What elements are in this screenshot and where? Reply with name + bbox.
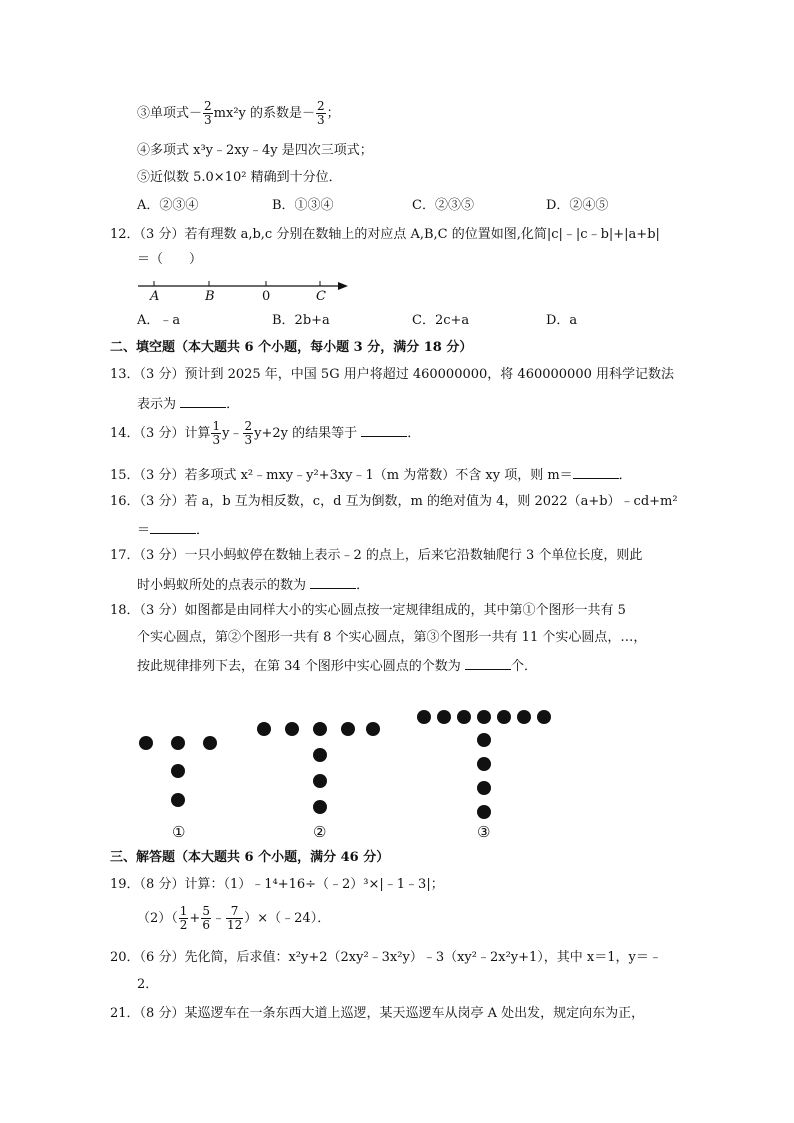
axis-label-c: C — [316, 289, 326, 304]
q20-line-1: 20．（6 分）先化简，后求值：x²y+2（2xy²﹣3x²y）﹣3（xy²﹣2x²y+1），其中 x＝1，y＝﹣ — [110, 950, 662, 965]
q15-line: 15．（3 分）若多项式 x²﹣mxy﹣y²+3xy﹣1（m 为常数）不含 xy 项，则 m＝ ． — [110, 465, 632, 485]
q18-line-1: 18．（3 分）如图都是由同样大小的实心圆点按一定规律组成的，其中第①个图形一共有 5 — [110, 603, 626, 618]
q11-option-d: D．②④⑤ — [546, 198, 609, 213]
q20-line-2: 2． — [137, 977, 159, 992]
answer-blank — [310, 575, 356, 589]
answer-blank — [573, 465, 619, 479]
axis-label-zero: 0 — [262, 289, 271, 304]
fraction: $\frac{1}{3}$ — [212, 419, 221, 447]
section-2-heading: 二、填空题（本大题共 6 个小题，每小题 3 分，满分 18 分） — [110, 340, 473, 355]
q13-line-2: 表示为 ． — [137, 394, 239, 414]
q19-line-1: 19．（8 分）计算：（1）﹣1⁴+16÷（﹣2）³×|﹣1﹣3|； — [110, 877, 444, 892]
fraction: $\frac{2}{3}$ — [244, 419, 253, 447]
q18-line-3: 按此规律排列下去，在第 34 个图形中实心圆点的个数为 个． — [137, 656, 537, 676]
q12-option-b: B．2b+a — [272, 313, 330, 328]
q12-option-d: D．a — [546, 313, 578, 328]
axis-label-b: B — [205, 289, 215, 304]
q11-statement-4: ④多项式 x³y﹣2xy﹣4y 是四次三项式； — [137, 143, 373, 158]
q12-stem: 12．（3 分）若有理数 a,b,c 分别在数轴上的对应点 A,B,C 的位置如图,化简|c|﹣|c﹣b|+|a+b| — [110, 227, 660, 242]
q11-statement-5: ⑤近似数 5.0×10² 精确到十分位． — [137, 170, 342, 185]
answer-blank — [361, 423, 407, 437]
q11-statement-3: ③单项式－ $\frac{2}{3}$ mx²y 的系数是－ $\frac{2}{3}$ ； — [137, 99, 340, 127]
q17-line-2: 时小蚂蚁所处的点表示的数为 ． — [137, 575, 369, 595]
q11-option-b: B．①③④ — [272, 198, 334, 213]
fraction: $\frac{2}{3}$ — [204, 99, 212, 127]
q13-line-1: 13．（3 分）预计到 2025 年，中国 5G 用户将超过 460000000，将 460000000 用科学记数法 — [110, 367, 674, 382]
q18-line-2: 个实心圆点，第②个图形一共有 8 个实心圆点，第③个图形一共有 11 个实心圆点，…， — [137, 630, 647, 645]
q16-line-2: ＝ ． — [137, 520, 209, 540]
q11-option-c: C．②③⑤ — [412, 198, 474, 213]
axis-label-a: A — [150, 289, 160, 304]
q21-line-1: 21．（8 分）某巡逻车在一条东西大道上巡逻，某天巡逻车从岗亭 A 处出发，规定向东为正， — [110, 1006, 645, 1021]
answer-blank — [180, 394, 226, 408]
fraction: $\frac{7}{12}$ — [226, 904, 243, 932]
figure-label-2: ② — [313, 823, 327, 841]
answer-blank — [465, 656, 511, 670]
q12-option-c: C．2c+a — [412, 313, 470, 328]
q11-option-a: A．②③④ — [137, 198, 199, 213]
q17-line-1: 17．（3 分）一只小蚂蚁停在数轴上表示﹣2 的点上，后来它沿数轴爬行 3 个单位长度，则此 — [110, 548, 643, 563]
fraction: $\frac{5}{6}$ — [202, 904, 210, 932]
figure-label-3: ③ — [477, 823, 491, 841]
q19-line-2: （2）（ $\frac{1}{2}$ + $\frac{5}{6}$ ﹣ $\frac{7}{12}$ ）×（﹣24）． — [137, 904, 331, 932]
q12-option-a: A．﹣a — [137, 313, 181, 328]
fraction: $\frac{2}{3}$ — [317, 99, 325, 127]
section-3-heading: 三、解答题（本大题共 6 个小题，满分 46 分） — [110, 850, 390, 865]
answer-blank — [150, 520, 196, 534]
q12-paren: ＝（ ） — [137, 252, 203, 267]
q14-line: 14．（3 分）计算 $\frac{1}{3}$ y﹣ $\frac{2}{3}$ y+2y 的结果等于 ． — [110, 419, 421, 447]
figure-label-1: ① — [172, 823, 186, 841]
q16-line-1: 16．（3 分）若 a，b 互为相反数，c，d 互为倒数，m 的绝对值为 4，则 2022（a+b）﹣cd+m² — [110, 494, 678, 509]
fraction: $\frac{1}{2}$ — [179, 904, 188, 932]
